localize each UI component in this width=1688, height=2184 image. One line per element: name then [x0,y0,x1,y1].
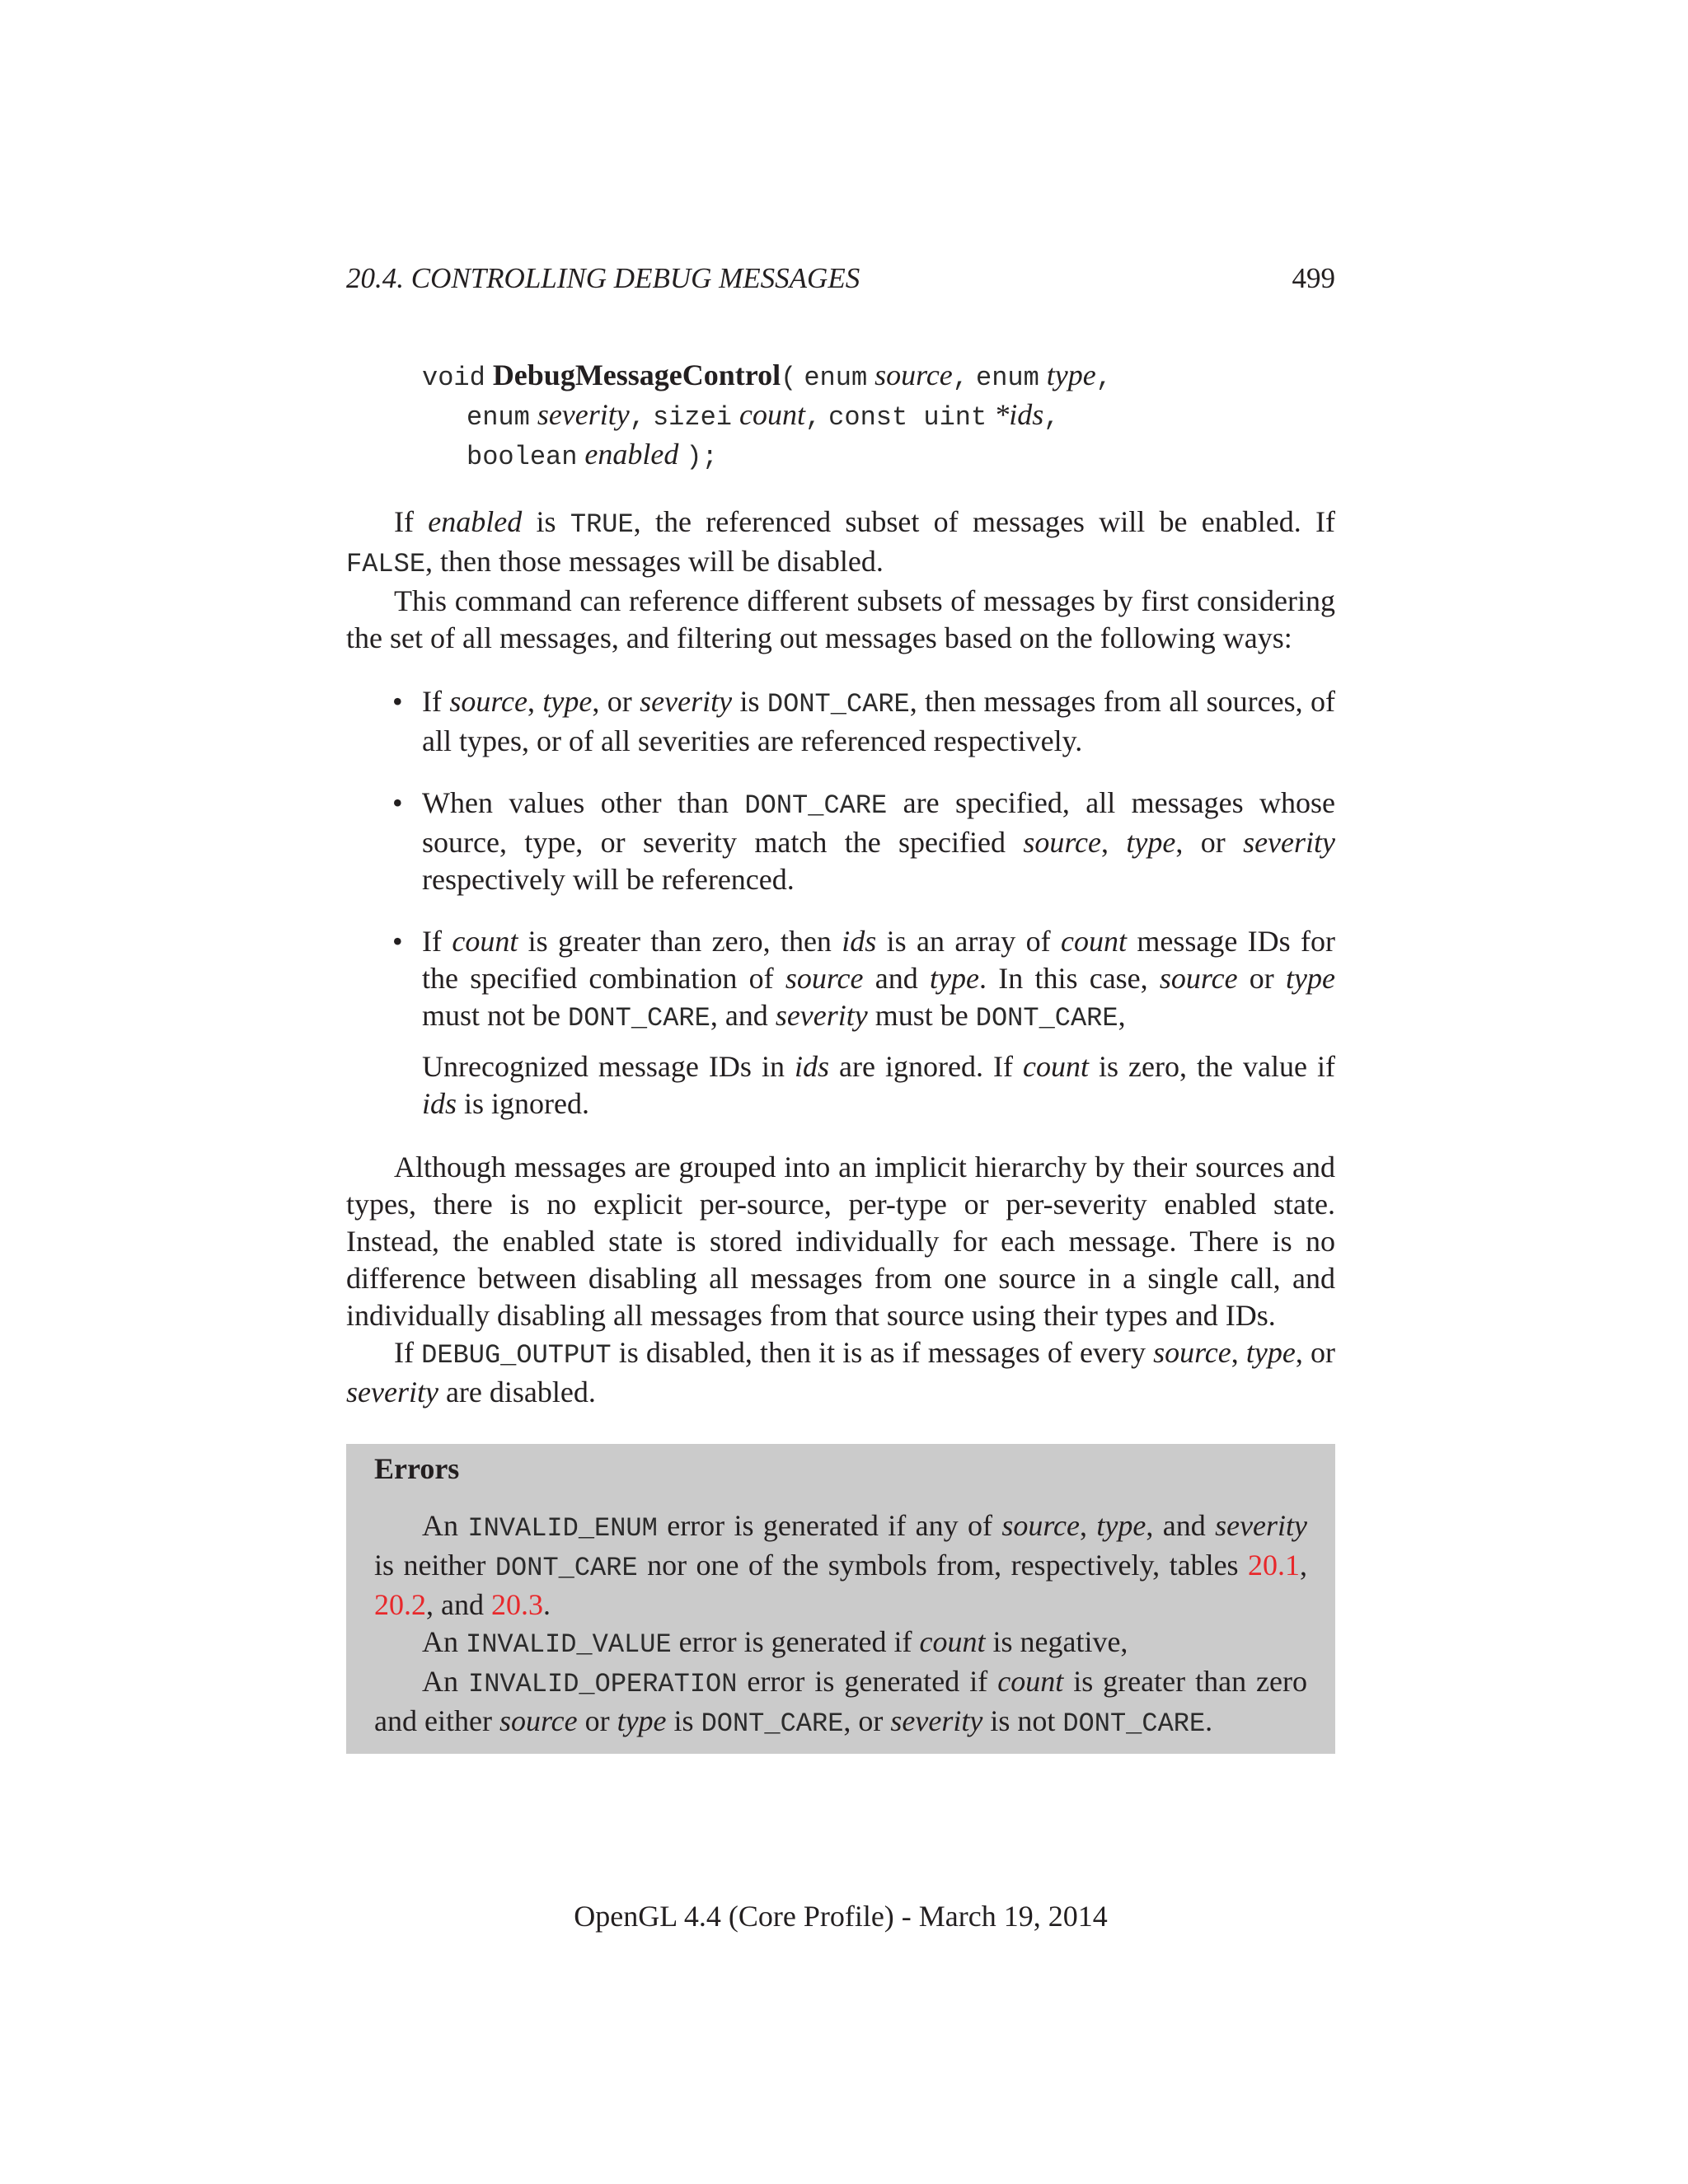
text: , [1100,826,1127,859]
param-ref: ids [422,1087,457,1120]
paragraph-enabled [346,504,1335,583]
comma: , [804,402,822,433]
constant: TRUE [570,509,634,540]
param-ref: count [452,925,518,958]
param-type: enum [804,363,868,393]
text: , or [1175,826,1244,859]
param-ref: type [1096,1509,1146,1542]
list-item-note [422,1048,1335,1122]
text: , [528,685,543,718]
param-ref: source [1153,1336,1231,1369]
text: , or [1295,1336,1335,1369]
section-title: 20.4. CONTROLLING DEBUG MESSAGES [346,262,860,294]
text: must be [867,999,976,1032]
text: respectively will be referenced. [422,863,795,896]
param-ref: severity [890,1704,983,1737]
constant: DONT_CARE [701,1708,844,1739]
function-name: DebugMessageControl [492,359,781,391]
constant: DEBUG_OUTPUT [421,1340,612,1371]
param-type: boolean [467,442,578,472]
errors-box [346,1444,1335,1754]
text: , and [1146,1509,1216,1542]
text: , [1118,999,1126,1032]
text: , [1231,1336,1246,1369]
text: is negative, [985,1625,1128,1658]
constant: DONT_CARE [495,1553,638,1583]
constant: DONT_CARE [975,1003,1118,1033]
error-invalid-operation [374,1663,1307,1742]
param-name: severity [537,398,630,431]
errors-title: Errors [374,1452,460,1485]
text: is neither [374,1549,495,1582]
text: If [394,505,429,538]
param-type: enum [467,402,530,433]
param-ref: count [997,1665,1064,1698]
text: , [1079,1509,1097,1542]
close-paren: ); [686,442,718,472]
text: . In this case, [978,962,1160,995]
constant: INVALID_ENUM [467,1513,658,1544]
param-ref: enabled [428,505,523,538]
param-type: enum [975,363,1039,393]
text: are specified, all messages whose source, type, or severity match the specified [422,786,1335,859]
paragraph-subsets: This command can reference different subsets of messages by first considering the set of all messages, and filtering out messages based on the following ways: [346,584,1335,654]
text: is greater than zero and either [374,1665,1307,1737]
text: and [863,962,930,995]
text: is [522,505,570,538]
text: error is generated if [671,1625,920,1658]
param-ref: type [1286,962,1335,995]
text: or [1237,962,1287,995]
param-ref: severity [775,999,868,1032]
list-item [422,683,1335,760]
param-name: source [874,359,953,391]
text: are disabled. [438,1376,596,1408]
comma: , [1095,363,1112,393]
text: . [1205,1704,1213,1737]
body-text [346,504,1335,1411]
page-footer: OpenGL 4.4 (Core Profile) - March 19, 2014 [574,1900,1108,1933]
param-ref: ids [842,925,877,958]
comma: , [629,402,645,433]
return-type: void [422,363,485,393]
text: If [422,925,452,958]
text: is greater than zero, then [518,925,842,958]
constant: INVALID_VALUE [466,1629,672,1660]
text: , [1300,1549,1307,1582]
function-prototype [422,357,1112,476]
paragraph-hierarchy: Although messages are grouped into an implicit hierarchy by their sources and types, there is no explicit per-source, per-type or per-severity enabled state. Instead, the enabled state is stored individually for each message. There is no difference between disabling all messages from one source in a single call, and individually disabling all messages from that source using their types and IDs. [346,1151,1335,1332]
text: , and [426,1588,491,1621]
param-type: sizei [652,402,732,433]
text: is ignored. [457,1087,589,1120]
constant: INVALID_OPERATION [467,1669,738,1699]
param-ref: count [1061,925,1127,958]
page-number: 499 [1292,262,1335,294]
param-ref: type [930,962,979,995]
text: An [422,1665,468,1698]
param-ref: type [1245,1336,1296,1369]
constant: DONT_CARE [1062,1708,1206,1739]
param-ref: source [1023,826,1101,859]
text: error is generated if any of [657,1509,1002,1542]
text: nor one of the symbols from, respectively, tables [637,1549,1248,1582]
text: error is generated if [737,1665,998,1698]
text: are ignored. If [828,1050,1023,1083]
text: is an array of [876,925,1062,958]
constant: FALSE [346,549,426,579]
param-ref: source [1159,962,1238,995]
filter-list [346,683,1335,1122]
paragraph-debug-output [346,1334,1335,1411]
text: , or [843,1704,891,1737]
constant: DONT_CARE [767,689,910,719]
table-link[interactable]: 20.3 [490,1588,543,1621]
list-item [422,923,1335,1122]
text: , then messages from all sources, of all types, or of all severities are referenced respectively. [422,685,1335,757]
text: , then those messages will be disabled. [425,545,884,578]
constant: DONT_CARE [568,1003,710,1033]
text: is [666,1704,701,1737]
param-ref: source [785,962,864,995]
text: is [732,685,767,718]
running-header [346,262,1335,300]
param-ref: severity [1243,826,1335,859]
table-link[interactable]: 20.2 [374,1588,426,1621]
text: Unrecognized message IDs in [422,1050,795,1083]
text: , the referenced subset of messages will be enabled. If [633,505,1335,538]
list-item [422,785,1335,898]
constant: DONT_CARE [744,790,888,821]
text: is disabled, then it is as if messages of every [611,1336,1154,1369]
comma: , [952,363,968,393]
param-ref: count [919,1625,986,1658]
param-ref: type [1126,826,1176,859]
param-ref: severity [640,685,733,718]
open-paren: ( [781,363,797,393]
text: . [542,1588,551,1621]
param-type: const uint [828,402,987,433]
param-ref: severity [1215,1509,1308,1542]
text: message IDs for the specified combination of [422,925,1335,995]
error-invalid-enum [374,1507,1307,1624]
param-ref: type [542,685,593,718]
error-invalid-value [374,1624,1307,1663]
param-ref: source [499,1704,578,1737]
text: must not be [422,999,568,1032]
param-ref: ids [794,1050,829,1083]
param-ref: count [1023,1050,1089,1083]
text: is zero, the value if [1088,1050,1336,1083]
param-name: count [738,398,805,431]
param-ref: source [449,685,528,718]
text: If [394,1336,422,1369]
text: An [422,1509,468,1542]
text: When values other than [422,786,745,819]
param-ref: type [617,1704,667,1737]
param-name: *ids [994,398,1044,431]
text: is not [982,1704,1063,1737]
comma: , [1043,402,1060,433]
text: or [577,1704,617,1737]
param-name: type [1046,359,1096,391]
param-name: enabled [584,438,679,471]
text: If [422,685,450,718]
param-ref: severity [346,1376,438,1408]
text: , and [710,999,776,1032]
text: , or [592,685,640,718]
text: An [422,1625,466,1658]
table-link[interactable]: 20.1 [1248,1549,1300,1582]
param-ref: source [1001,1509,1080,1542]
